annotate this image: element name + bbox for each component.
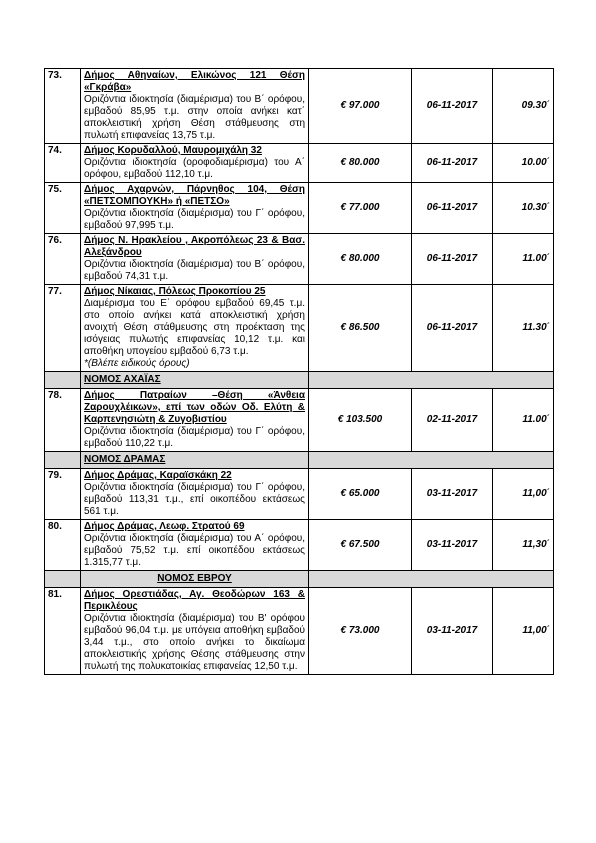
- auction-date: 06-11-2017: [412, 183, 493, 234]
- auction-time: 11.00΄: [493, 389, 554, 452]
- property-row: [45, 234, 554, 285]
- starting-price: € 77.000: [309, 183, 412, 234]
- property-details: Οριζόντια ιδιοκτησία (διαμέρισμα) του Β΄ ορόφου, εμβαδού 74,31 τ.μ.: [84, 259, 305, 282]
- auction-time: 09.30΄: [493, 69, 554, 144]
- property-details: Οριζόντια ιδιοκτησία (διαμέρισμα) του Γ΄ ορόφου, εμβαδού 110,22 τ.μ.: [84, 426, 305, 449]
- property-address: Δήμος Πατραίων –Θέση «Άνθεια Ζαρουχλέικων», επί των οδών Οδ. Ελύτη & Καρπενησιώτη & Ζυγοβιστίου: [84, 390, 305, 425]
- auction-time: 11,30΄: [493, 520, 554, 571]
- property-details: Οριζόντια ιδιοκτησία (διαμέρισμα) του Β΄ ορόφου, εμβαδού 85,95 τ.μ. στην οποία ανήκει κατ΄ αποκλειστική χρήση Θέση στάθμευσης στη πυλωτή επιφανείας 13,75 τ.μ.: [84, 94, 305, 141]
- region-heading: ΝΟΜΟΣ ΑΧΑΪΑΣ: [81, 372, 309, 389]
- auction-date: 06-11-2017: [412, 144, 493, 183]
- auction-time: 10.30΄: [493, 183, 554, 234]
- property-row: [45, 520, 554, 571]
- auction-date: 06-11-2017: [412, 234, 493, 285]
- property-details: Διαμέρισμα του Ε΄ ορόφου εμβαδού 69,45 τ.μ. στο οποίο ανήκει κατά αποκλειστική χρήση ανοιχτή Θέση στάθμευσης στη προέκταση της ισόγειας πυλωτής επιφανείας 10,12 τ.μ. και αποθήκη υπογείου εμβαδού 6,73 τ.μ.: [84, 298, 305, 357]
- property-details: Οριζόντια ιδιοκτησία (διαμέρισμα) του Γ΄ ορόφου, εμβαδού 113,31 τ.μ., επί οικοπέδου εκτάσεως 561 τ.μ.: [84, 482, 305, 517]
- starting-price: € 97.000: [309, 69, 412, 144]
- auction-time: 11,00΄: [493, 469, 554, 520]
- property-description: [81, 234, 309, 285]
- property-row: [45, 389, 554, 452]
- property-address: Δήμος Αθηναίων, Ελικώνος 121 Θέση «Γκράβα»: [84, 70, 305, 93]
- item-number: 80.: [45, 520, 81, 571]
- section-spacer: [45, 452, 81, 469]
- region-heading: ΝΟΜΟΣ ΔΡΑΜΑΣ: [81, 452, 309, 469]
- property-row: [45, 183, 554, 234]
- property-details: Οριζόντια ιδιοκτησία (διαμέρισμα) του Β' ορόφου εμβαδού 96,04 τ.μ. με υπόγεια αποθήκη εμβαδού 3,44 τ.μ., στο οποίο ανήκει το δικαίωμα αποκλειστικής χρήσης Θέσης στάθμευσης στην πυλωτή της πολυκατοικίας επιφανείας 12,50 τ.μ.: [84, 613, 305, 672]
- auction-listing-body: [45, 69, 554, 675]
- property-details: Οριζόντια ιδιοκτησία (διαμέρισμα) του Γ΄ ορόφου, εμβαδού 97,995 τ.μ.: [84, 208, 305, 231]
- special-terms-note: *(Βλέπε ειδικούς όρους): [84, 358, 190, 369]
- starting-price: € 103.500: [309, 389, 412, 452]
- property-row: [45, 69, 554, 144]
- starting-price: € 65.000: [309, 469, 412, 520]
- section-spacer: [45, 372, 81, 389]
- section-filler: [309, 571, 554, 588]
- property-description: [81, 588, 309, 675]
- starting-price: € 67.500: [309, 520, 412, 571]
- property-row: [45, 144, 554, 183]
- property-address: Δήμος Ορεστιάδας, Αγ. Θεοδώρων 163 & Περικλέους: [84, 589, 305, 612]
- property-details: Οριζόντια ιδιοκτησία (οροφοδιαμέρισμα) του Α΄ ορόφου, εμβαδού 112,10 τ.μ.: [84, 157, 305, 180]
- auction-date: 03-11-2017: [412, 588, 493, 675]
- starting-price: € 73.000: [309, 588, 412, 675]
- auction-date: 02-11-2017: [412, 389, 493, 452]
- region-section-row: [45, 372, 554, 389]
- item-number: 75.: [45, 183, 81, 234]
- starting-price: € 80.000: [309, 234, 412, 285]
- region-heading: ΝΟΜΟΣ ΕΒΡΟΥ: [81, 571, 309, 588]
- item-number: 76.: [45, 234, 81, 285]
- item-number: 77.: [45, 285, 81, 372]
- auction-time: 11.00΄: [493, 234, 554, 285]
- property-address: Δήμος Κορυδαλλού, Μαυρομιχάλη 32: [84, 145, 262, 156]
- item-number: 79.: [45, 469, 81, 520]
- auction-date: 06-11-2017: [412, 69, 493, 144]
- section-filler: [309, 372, 554, 389]
- auction-date: 03-11-2017: [412, 469, 493, 520]
- property-address: Δήμος Δράμας, Λεωφ. Στρατού 69: [84, 521, 245, 532]
- item-number: 73.: [45, 69, 81, 144]
- property-address: Δήμος Νίκαιας, Πόλεως Προκοπίου 25: [84, 286, 266, 297]
- property-description: [81, 520, 309, 571]
- auction-time: 11,00΄: [493, 588, 554, 675]
- section-filler: [309, 452, 554, 469]
- property-description: [81, 144, 309, 183]
- property-address: Δήμος Δράμας, Καραϊσκάκη 22: [84, 470, 232, 481]
- section-spacer: [45, 571, 81, 588]
- item-number: 74.: [45, 144, 81, 183]
- item-number: 78.: [45, 389, 81, 452]
- property-description: [81, 389, 309, 452]
- auction-time: 10.00΄: [493, 144, 554, 183]
- region-section-row: [45, 571, 554, 588]
- region-section-row: [45, 452, 554, 469]
- property-row: [45, 588, 554, 675]
- property-description: [81, 469, 309, 520]
- auction-time: 11.30΄: [493, 285, 554, 372]
- property-description: [81, 69, 309, 144]
- property-description: [81, 183, 309, 234]
- property-address: Δήμος Ν. Ηρακλείου , Ακροπόλεως 23 & Βασ. Αλεξάνδρου: [84, 235, 305, 258]
- property-description: [81, 285, 309, 372]
- property-row: [45, 469, 554, 520]
- auction-listing-table: [44, 68, 554, 675]
- item-number: 81.: [45, 588, 81, 675]
- auction-date: 06-11-2017: [412, 285, 493, 372]
- property-address: Δήμος Αχαρνών, Πάρνηθος 104, Θέση «ΠΕΤΣΟΜΠΟΥΚΗ» ή «ΠΕΤΣΟ»: [84, 184, 305, 207]
- starting-price: € 80.000: [309, 144, 412, 183]
- property-details: Οριζόντια ιδιοκτησία (διαμέρισμα) του Α΄ ορόφου, εμβαδού 75,52 τ.μ. επί οικοπέδου εκτάσεως 1.315,77 τ.μ.: [84, 533, 305, 568]
- property-row: [45, 285, 554, 372]
- auction-date: 03-11-2017: [412, 520, 493, 571]
- starting-price: € 86.500: [309, 285, 412, 372]
